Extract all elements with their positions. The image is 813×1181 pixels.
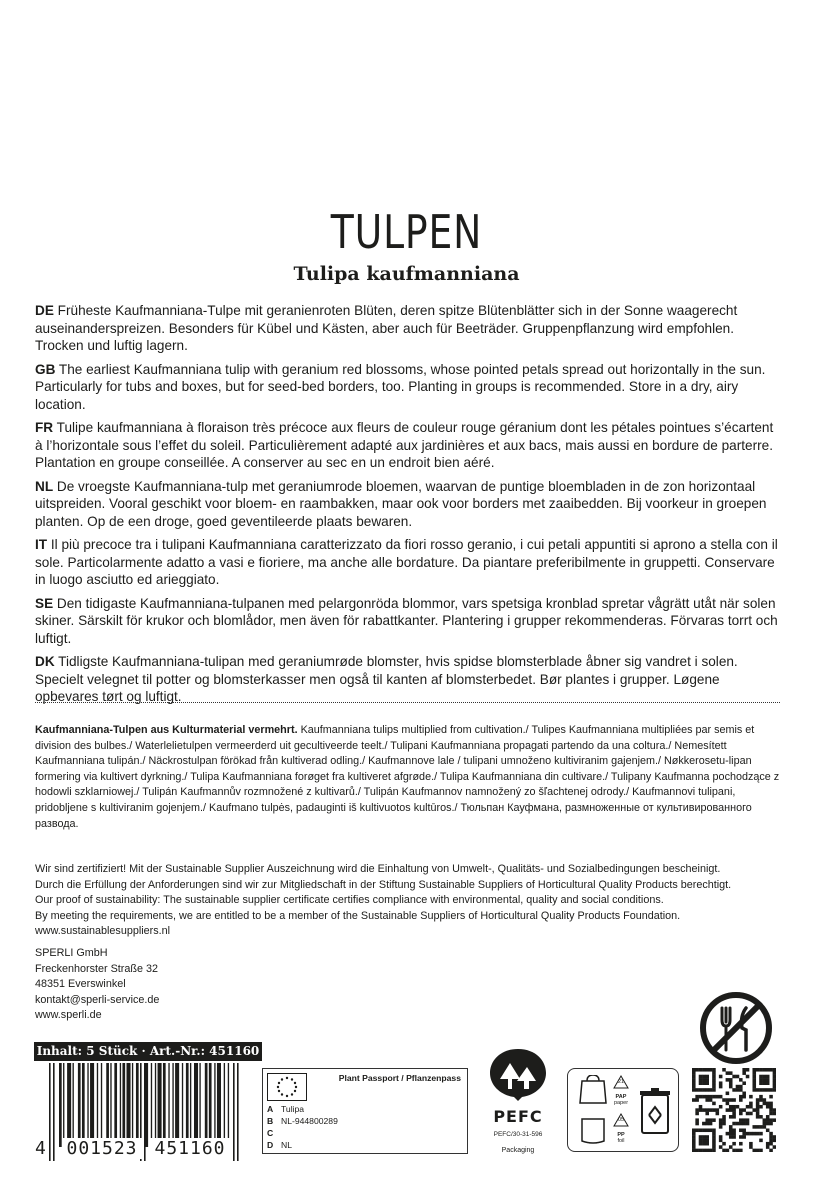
barcode-digits-left: 001523 [62, 1138, 142, 1159]
cert-line: By meeting the requirements, we are entitled to be a member of the Sustainable Suppliers of Horticultural Quality Products Foundation. [35, 909, 681, 922]
passport-row [267, 1115, 338, 1127]
description-de [35, 302, 783, 355]
description-gb [35, 361, 783, 414]
description-text: The earliest Kaufmanniana tulip with geranium red blossoms, whose pointed petals spread out horizontally in the sun. Particularly for tubs and boxes, but for seed-bed borders, too. Planting in groups is recommended. Store in a dry, airy location. [35, 361, 766, 412]
description-it [35, 536, 783, 589]
row-key: C [267, 1128, 274, 1138]
cert-line: Our proof of sustainability: The sustainable supplier certificate certifies compliance with environmental, quality and social conditions. [35, 894, 664, 907]
recycle-material: PP [617, 1132, 625, 1138]
recycle-material-name: paper [613, 1100, 629, 1106]
description-se [35, 595, 783, 648]
eu-flag-icon [267, 1073, 307, 1101]
row-key: A [267, 1104, 274, 1114]
pefc-caption: Packaging [501, 1147, 535, 1154]
cert-url: www.sustainablesuppliers.nl [35, 925, 171, 938]
row-key: D [267, 1140, 274, 1150]
lang-code: SE [35, 595, 54, 611]
recycle-bin-icon [638, 1087, 672, 1135]
passport-rows [267, 1103, 338, 1151]
pefc-code: PEFC/30-31-596 [493, 1131, 543, 1138]
dotted-divider [35, 702, 780, 703]
paper-bag-icon [576, 1075, 610, 1105]
company-address [35, 946, 159, 1024]
qr-code[interactable] [692, 1068, 776, 1152]
no-food-icon [698, 990, 774, 1066]
product-title: TULPEN [330, 205, 483, 259]
description-text: De vroegste Kaufmanniana-tulp met geraniumrode bloemen, waarvan de puntige bloembladen in de zon horizontaal uitspreiden. Vooral geschikt voor bloem- en raambakken, maar ook voor borders met zaaibedden. Bij voorkeur in groepen planten. Op de een droge, goed geventileerde plaats bewaren. [35, 478, 767, 529]
description-text: Il più precoce tra i tulipani Kaufmanniana caratterizzato da fiori rosso geranio, i cui petali appuntiti si aprono a stella con il sole. Particolarmente adatto a vasi e fioriere, ma anche alle bordature. Da piantare preferibilmente in gruppetti. Conservare in luogo asciutto ed arieggiato. [35, 537, 778, 587]
description-block [35, 302, 783, 712]
description-nl [35, 478, 783, 531]
recycle-material-name: foil [617, 1138, 625, 1144]
origin-statement [35, 723, 780, 832]
barcode-digits-right: 451160 [150, 1138, 230, 1159]
recycle-num: 21 [617, 1079, 625, 1085]
street: Freckenhorster Straße 32 [35, 962, 159, 975]
lang-code: FR [35, 420, 54, 435]
plant-passport [262, 1068, 468, 1154]
pefc-logo [484, 1045, 552, 1155]
cert-line: Wir sind zertifiziert! Mit der Sustainable Supplier Auszeichnung wird die Einhaltung von Umwelt-, Qualitäts- und Sozialbedingungen bescheinigt. [35, 863, 721, 875]
description-text: Tulipe kaufmanniana à floraison très précoce aux fleurs de couleur rouge géranium dont les pétales pointues s’écartent à l’horizontale sous l’effet du soleil. Particulièrement adapté aux jardinières et aux bacs, mais aussi en bordure de parterre. Plantation en groupe conseillée. A conserver au sec en un endroit bien aéré. [35, 420, 774, 470]
description-fr [35, 419, 783, 472]
cert-line: Durch die Erfüllung der Anforderungen sind wir zur Mitgliedschaft in der Stiftung Sustainable Suppliers of Horticultural Quality Products berechtigt. [35, 878, 732, 891]
content-label: Inhalt: 5 Stück · Art.-Nr.: 451160 [34, 1042, 262, 1061]
lang-code: DE [35, 303, 54, 318]
recycle-code-top [612, 1075, 630, 1106]
lang-code: NL [35, 478, 54, 494]
lang-code: DK [35, 654, 55, 669]
description-dk [35, 653, 783, 706]
origin-text: Kaufmanniana tulips multiplied from cultivation./ Tulipes Kaufmanniana multipliées par semis et division des bulbes./ Waterlelietulpen vermeerderd uit gecultiveerde teelt./ Tulipani Kaufmanniana propagati partendo da una coltura./ Nemesített Kaufmanniana tulipán./ Näckrostulpan förökad från kultiverad odling./ Kaufmannove lale / tulipani umnoženo kultiviranim gajenjem./ Nøkkerosetu-lipan formering via kultivert dyrkning./ Tulipa Kaufmanniana forøget fra kultiveret afgrøde./ Tulipa Kaufmanniana din cultivare./ Tulipany Kaufmanna pochodzące z hodowli szklarniowej./ Tulipán Kaufmannův rozmnožené z kultivarů./ Tulipán Kaufmannov namnožený zo šľachtenej odrody./ Kaufmannovi tulipani, pridobljene s kultiviranim gojenjem./ Kaufmano tulpės, padauginti iš kultivuotos kultūros./ Тюльпан Кауфмана, размноженные от культивированного развода. [35, 724, 780, 830]
recycle-num: 05 [617, 1117, 625, 1123]
barcode-digit-first: 4 [35, 1138, 46, 1159]
botanical-name: Tulipa kaufmanniana [293, 263, 520, 285]
origin-lead: Kaufmanniana-Tulpen aus Kulturmaterial vermehrt. [35, 724, 298, 736]
passport-row [267, 1139, 338, 1151]
description-text: Früheste Kaufmanniana-Tulpe mit geranienroten Blüten, deren spitze Blütenblätter sich in der Sonne waagerecht auseinanderspreizen. Besonders für Kübel und Kästen, aber auch für Beeträder. Gruppenpflanzung wird empfohlen. Trocken und luftig lagern. [35, 303, 738, 353]
description-text: Tidligste Kaufmanniana-tulipan med geraniumrøde blomster, hvis spidse blomsterblade åbner sig vandret i solen. Specielt velegnet til potter og blomsterkasser men også til kanten af blomsterbedet. Bør plantes i grupper. Løgene opbevares tørt og luftigt. [35, 654, 738, 704]
pefc-tree-icon [484, 1045, 552, 1103]
row-value: Tulipa [281, 1104, 305, 1114]
row-value: NL [281, 1140, 292, 1150]
email: kontakt@sperli-service.de [35, 993, 160, 1006]
recycle-code-bottom [612, 1113, 630, 1144]
description-text: Den tidigaste Kaufmanniana-tulpanen med pelargonröda blommor, vars spetsiga kronblad spretar vågrätt utåt när solen skiner. Särskilt för krukor och blomlådor, men även för rabattkanter. Plantering i grupper rekommenderas. Förvaras torrt och luftigt. [35, 595, 778, 646]
website: www.sperli.de [35, 1009, 102, 1022]
pefc-logo-text: PEFC [493, 1107, 543, 1126]
recycle-material: PAP [615, 1094, 627, 1100]
passport-row [267, 1127, 338, 1139]
lang-code: GB [35, 361, 56, 377]
passport-row [267, 1103, 338, 1115]
row-key: B [267, 1116, 274, 1126]
passport-title: Plant Passport / Pflanzenpass [338, 1073, 461, 1083]
company-name: SPERLI GmbH [35, 947, 108, 959]
lang-code: IT [35, 537, 48, 552]
city: 48351 Everswinkel [35, 978, 126, 991]
certification-text [35, 862, 780, 940]
row-value: NL-944800289 [281, 1116, 338, 1126]
recycling-info [567, 1068, 679, 1152]
foil-bag-icon [576, 1115, 610, 1145]
